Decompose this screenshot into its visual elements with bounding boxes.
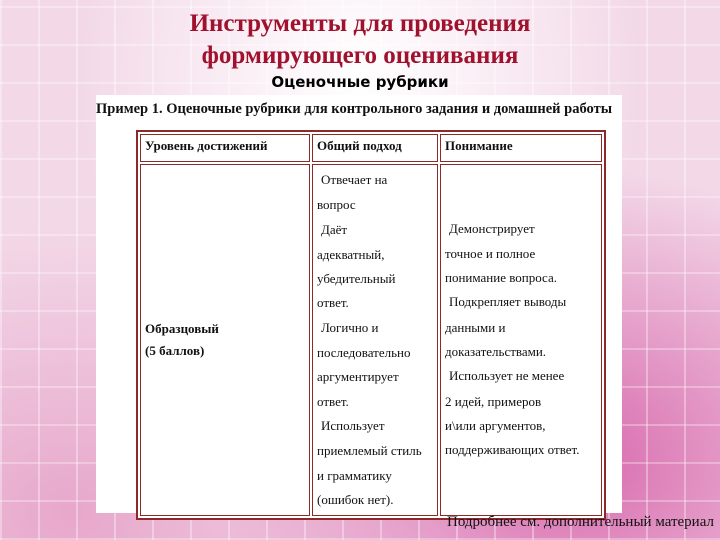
header-level: Уровень достижений <box>140 134 310 162</box>
footer-note: Подробнее см. дополнительный материал <box>446 514 714 530</box>
table-header-row <box>140 134 602 162</box>
cell-text-line <box>317 267 433 291</box>
cell-text-line <box>445 414 597 438</box>
line-text <box>445 196 448 211</box>
document-heading: Пример 1. Оценочные рубрики для контрольного задания и домашней работы <box>96 101 613 117</box>
cell-text-line <box>445 438 597 462</box>
level-points: (5 баллов) <box>145 343 205 359</box>
understanding-cell <box>440 164 602 516</box>
cell-text-line <box>317 341 433 365</box>
rubric-table <box>136 130 606 520</box>
cell-text-line <box>445 192 597 216</box>
line-text: Использует <box>321 417 385 433</box>
line-text: Демонстрирует <box>449 220 535 236</box>
line-text: Отвечает на <box>321 172 388 187</box>
level-cell <box>140 164 310 516</box>
slide-subtitle: Оценочные рубрики <box>271 73 449 91</box>
line-text: адекватный, <box>317 246 385 262</box>
line-text: точное и полное <box>445 245 536 261</box>
header-understanding: Понимание <box>440 134 602 162</box>
cell-text-line <box>317 291 433 315</box>
line-text: понимание вопроса. <box>445 270 557 286</box>
line-text: вопрос <box>317 197 356 213</box>
document-image <box>96 95 622 513</box>
cell-text-line <box>317 488 433 512</box>
cell-text-line <box>317 218 433 243</box>
approach-cell <box>312 164 438 516</box>
cell-text-line <box>317 168 433 193</box>
cell-text-line <box>445 316 597 340</box>
line-text: поддерживающих ответ. <box>445 442 580 458</box>
line-text: ответ. <box>317 393 349 409</box>
line-text: данными и <box>445 319 506 335</box>
slide-title-line-1: Инструменты для проведения <box>189 10 531 37</box>
cell-text-line <box>317 193 433 217</box>
slide-title-line-2: формирующего оценивания <box>201 42 519 69</box>
line-text: и\или аргументов, <box>445 417 546 433</box>
cell-text-line <box>445 340 597 364</box>
line-text: ответ. <box>317 295 349 311</box>
table-row <box>140 164 602 516</box>
cell-text-line <box>445 364 597 389</box>
line-text: убедительный <box>317 271 396 287</box>
line-text: Использует не менее <box>449 368 565 384</box>
cell-text-line <box>445 217 597 242</box>
line-text: последовательно <box>317 345 411 361</box>
line-text: (ошибок нет). <box>317 491 394 507</box>
cell-text-line <box>445 242 597 266</box>
cell-text-line <box>317 464 433 488</box>
line-text: Подкрепляет выводы <box>449 294 567 310</box>
line-text: 2 идей, примеров <box>445 393 542 409</box>
cell-text-line <box>445 168 597 192</box>
line-text: приемлемый стиль <box>317 443 422 459</box>
cell-text-line <box>317 414 433 439</box>
line-text: Даёт <box>321 221 348 237</box>
line-text: Логично и <box>321 319 379 335</box>
cell-text-line <box>317 439 433 463</box>
cell-text-line <box>445 390 597 414</box>
cell-text-line <box>445 266 597 290</box>
level-name: Образцовый <box>145 321 219 337</box>
line-text: доказательствами. <box>445 344 547 360</box>
cell-text-line <box>317 365 433 389</box>
line-text: и грамматику <box>317 467 392 483</box>
line-text <box>445 172 448 187</box>
header-approach: Общий подход <box>312 134 438 162</box>
cell-text-line <box>445 290 597 315</box>
cell-text-line <box>317 243 433 267</box>
line-text: аргументирует <box>317 369 399 385</box>
slide-title <box>0 8 720 72</box>
cell-text-line <box>317 390 433 414</box>
cell-text-line <box>317 316 433 341</box>
